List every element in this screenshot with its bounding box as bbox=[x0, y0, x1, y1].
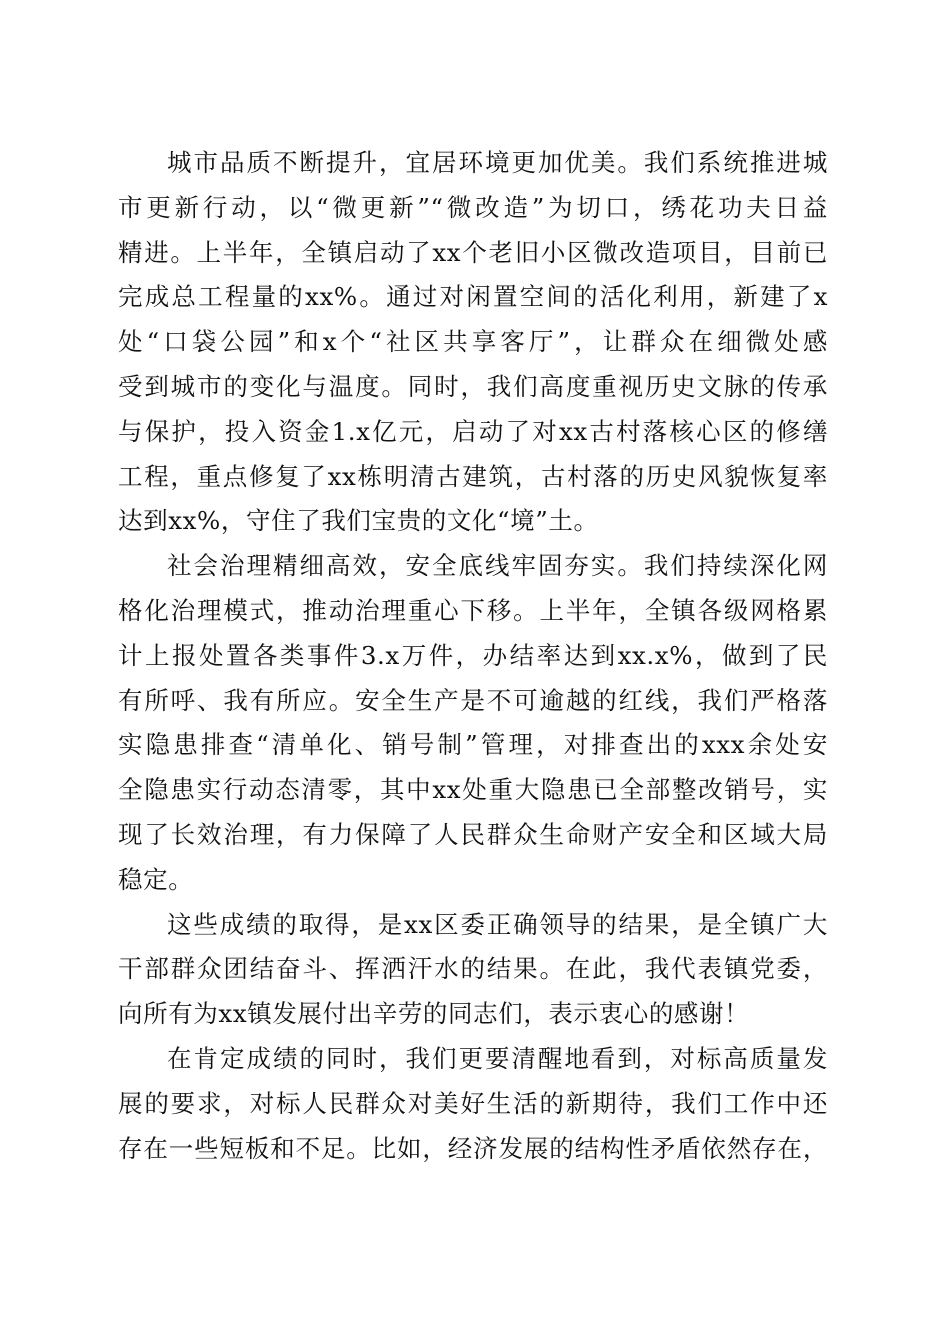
paragraph-line: 达到xx%，守住了我们宝贵的文化“境”土。 bbox=[118, 506, 599, 536]
paragraph-line: 实隐患排查“清单化、销号制”管理，对排查出的xxx余处安 bbox=[118, 730, 828, 760]
paragraph-line: 社会治理精细高效，安全底线牢固夯实。我们持续深化网 bbox=[167, 551, 828, 581]
paragraph-line: 在肯定成绩的同时，我们更要清醒地看到，对标高质量发 bbox=[167, 1043, 828, 1073]
paragraph-line: 精进。上半年，全镇启动了xx个老旧小区微改造项目，目前已 bbox=[118, 237, 828, 267]
paragraph-line: 有所呼、我有所应。安全生产是不可逾越的红线，我们严格落 bbox=[118, 685, 828, 715]
paragraph-line: 与保护，投入资金1.x亿元，启动了对xx古村落核心区的修缮 bbox=[118, 416, 828, 446]
paragraph-line: 完成总工程量的xx%。通过对闲置空间的活化利用，新建了x bbox=[118, 282, 828, 312]
paragraph-line: 存在一些短板和不足。比如，经济发展的结构性矛盾依然存在， bbox=[118, 1133, 828, 1163]
paragraph-line: 工程，重点修复了xx栋明清古建筑，古村落的历史风貌恢复率 bbox=[118, 461, 828, 491]
paragraph-line: 计上报处置各类事件3.x万件，办结率达到xx.x%，做到了民 bbox=[118, 640, 828, 670]
paragraph-line: 现了长效治理，有力保障了人民群众生命财产安全和区域大局 bbox=[118, 819, 828, 849]
paragraph-line: 展的要求，对标人民群众对美好生活的新期待，我们工作中还 bbox=[118, 1088, 828, 1118]
paragraph-acknowledgement bbox=[118, 903, 828, 1037]
paragraph-line: 向所有为xx镇发展付出辛劳的同志们，表示衷心的感谢！ bbox=[118, 999, 750, 1029]
paragraph-line: 稳定。 bbox=[118, 864, 194, 894]
paragraph-social-governance bbox=[118, 544, 828, 902]
paragraph-line: 受到城市的变化与温度。同时，我们高度重视历史文脉的传承 bbox=[118, 371, 828, 401]
paragraph-line: 城市品质不断提升，宜居环境更加优美。我们系统推进城 bbox=[167, 148, 828, 177]
paragraph-line: 格化治理模式，推动治理重心下移。上半年，全镇各级网格累 bbox=[118, 595, 828, 625]
paragraph-line: 处“口袋公园”和x个“社区共享客厅”，让群众在细微处感 bbox=[118, 327, 828, 357]
paragraph-shortcomings bbox=[118, 1037, 828, 1171]
paragraph-line: 干部群众团结奋斗、挥洒汗水的结果。在此，我代表镇党委， bbox=[118, 954, 828, 984]
document-body bbox=[118, 141, 828, 1171]
paragraph-line: 市更新行动，以“微更新”“微改造”为切口，绣花功夫日益 bbox=[118, 192, 828, 222]
paragraph-city-quality bbox=[118, 141, 828, 544]
paragraph-line: 这些成绩的取得，是xx区委正确领导的结果，是全镇广大 bbox=[167, 909, 828, 939]
paragraph-line: 全隐患实行动态清零，其中xx处重大隐患已全部整改销号，实 bbox=[118, 775, 828, 805]
